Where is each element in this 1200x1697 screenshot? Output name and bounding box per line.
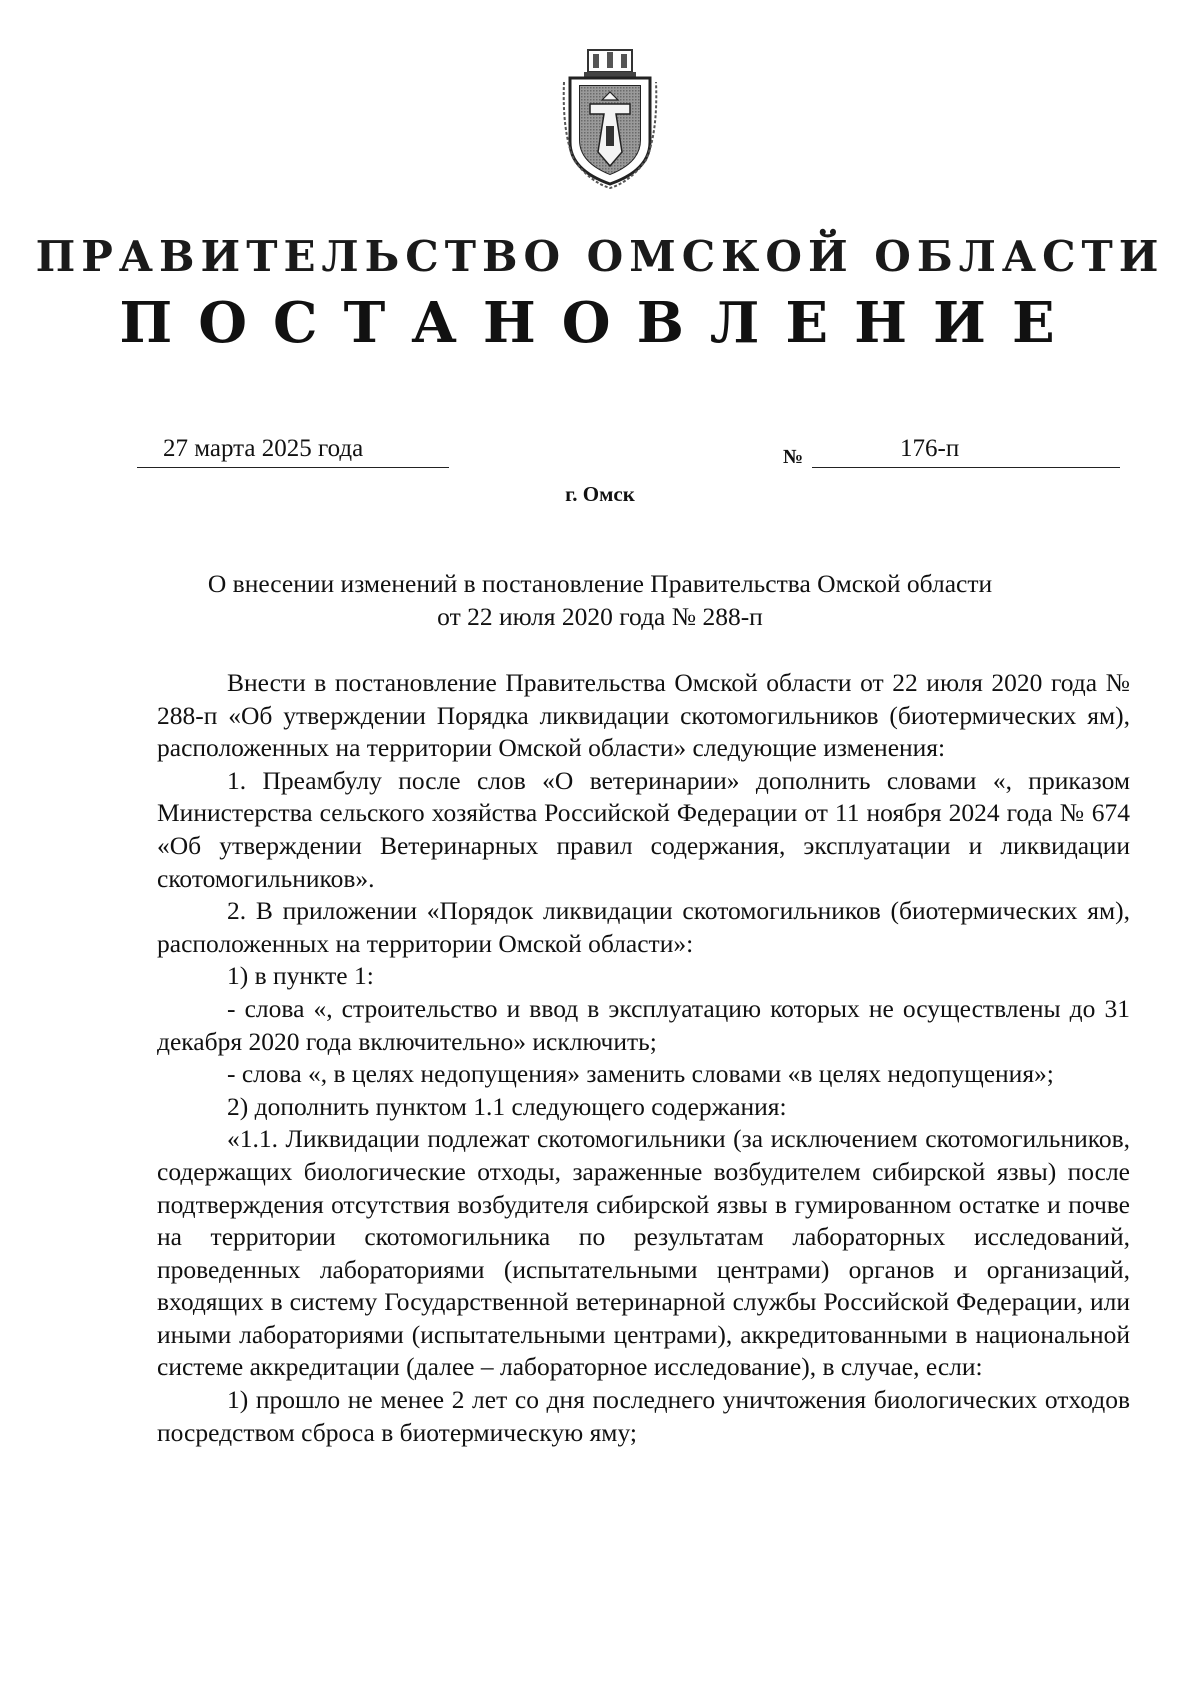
title-line-2: от 22 июля 2020 года № 288-п [437,602,763,631]
date-field [137,437,449,468]
city: г. Омск [565,482,635,506]
document-type: ПОСТАНОВЛЕНИЕ [119,290,1081,356]
number-field [812,437,1120,468]
paragraph-dash-2: - слова «, в целях недопущения» заменить словами «в целях недопущения»; [227,1059,1054,1089]
paragraph-condition-1: 1) прошло не менее 2 лет со дня последнего уничтожения биологических отходов посредством сброса в биотермическую яму; [157,1385,1130,1447]
paragraph-subitem-2: 2) дополнить пунктом 1.1 следующего содержания: [227,1091,787,1121]
document-number: 176-п [900,435,960,462]
paragraph-item-1: 1. Преамбулу после слов «О ветеринарии» дополнить словами «, приказом Министерства сельского хозяйства Российской Федерации от 11 ноября 2024 года № 674 «Об утверждении Ветеринарных правил содержания, эксплуатации и ликвидации скотомогильников». [157,765,1130,893]
paragraph-dash-1: - слова «, строительство и ввод в эксплуатацию которых не осуществлены до 31 декабря 2020 года включительно» исключить; [157,993,1130,1056]
document-date: 27 марта 2025 года [163,435,364,462]
paragraph-point-1-1: «1.1. Ликвидации подлежат скотомогильники (за исключением скотомогильников, содержащих биологические отходы, зараженные возбудителем сибирской язвы) после подтверждения отсутствия возбудителя сибирской язвы в гумированном остатке и почве на территории скотомогильника по результатам лабораторных исследований, проведенных лабораториями (испытательными центрами) органов и организаций, входящих в систему Государственной ветеринарной службы Российской Федерации, или иными лабораториями (испытательными центрами), аккредитованными в национальной системе аккредитации (далее – лабораторное исследование), в случае, если: [157,1124,1130,1382]
number-sign: № [783,446,804,468]
coat-of-arms-emblem [560,42,660,192]
paragraph-item-2: 2. В приложении «Порядок ликвидации скотомогильников (биотермических ям), расположенных на территории Омской области»: [157,896,1130,958]
paragraph-subitem-1: 1) в пункте 1: [227,961,374,991]
organization-name: ПРАВИТЕЛЬСТВО ОМСКОЙ ОБЛАСТИ [35,232,1165,281]
paragraph-intro: Внести в постановление Правительства Омской области от 22 июля 2020 года № 288-п «Об утверждении Порядка ликвидации скотомогильников (биотермических ям), расположенных на территории Омской области» следующие изменения: [157,668,1130,763]
title-line-1: О внесении изменений в постановление Правительства Омской области [207,569,993,598]
document-body [157,667,1130,1449]
document-title [0,567,1200,633]
